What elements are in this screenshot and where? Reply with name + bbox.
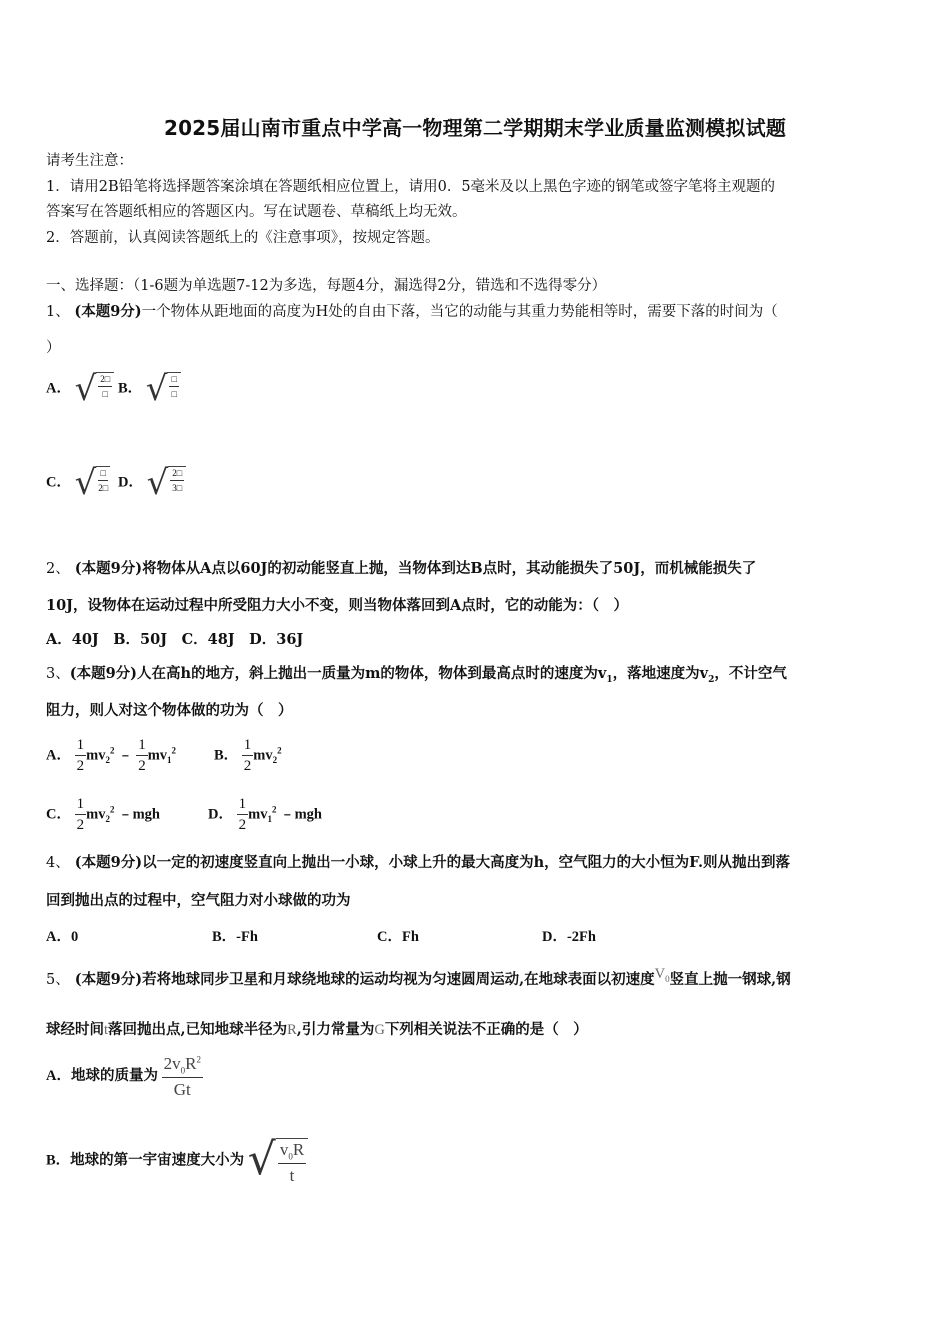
sqrt-expression: [146, 463, 187, 503]
question-text: 将物体从A点以60J的初动能竖直上抛，当物体到达B点时，其动能损失了50J，而机械能损失了: [142, 560, 757, 577]
question-number: 5、: [46, 972, 70, 988]
minus-sign: ﹣: [118, 747, 133, 764]
question-number: 1、: [46, 304, 70, 320]
question-1: [46, 302, 910, 322]
question-text-mid: ，落地速度为v: [612, 665, 709, 682]
notice-item-1-line-1: 1．请用2B铅笔将选择题答案涂填在答题纸相应位置上，请用0．5毫米及以上黑色字迹的钢笔或签字笔将主观题的: [46, 179, 776, 195]
fraction-half: $\frac{1}{2}$: [243, 737, 252, 774]
notice-heading: 请考生注意：: [46, 153, 133, 169]
fraction-half: $\frac{1}{2}$: [76, 796, 85, 833]
q4-option-c: C．Fh: [377, 929, 419, 945]
question-text: 以一定的初速度竖直向上抛出一小球，小球上升的最大高度为h，空气阻力的大小恒为F.则从抛出到落: [142, 854, 791, 871]
q3-option-c: C． $\frac{1}{2}$ $mv_2^2$ ﹣mgh: [46, 796, 160, 833]
question-4: [46, 853, 910, 873]
option-label: C．: [46, 474, 71, 491]
radical-sign: √: [146, 463, 169, 503]
radical-sign: √: [145, 369, 168, 409]
fraction-denominator: 3□: [172, 483, 183, 493]
sqrt-expression: √ $\frac{v_0R}{t}$: [248, 1138, 308, 1184]
q4-option-d: D．-2Fh: [542, 929, 596, 945]
question-3-line-2: 阻力，则人对这个物体做的功为（ ）: [46, 702, 293, 719]
question-score: (本题9分): [69, 665, 138, 682]
subscript: 2: [708, 674, 715, 685]
question-5-line-2: 球经时间t落回抛出点,已知地球半径为R,引力常量为G下列相关说法不正确的是（ ）: [46, 1021, 588, 1038]
question-score: (本题9分): [74, 854, 143, 871]
q1-option-d: [118, 463, 186, 503]
mass-formula: $\frac{2v_0R^2}{Gt}$: [163, 1054, 201, 1100]
sqrt-expression: [74, 463, 111, 503]
radical-sign: √: [74, 463, 97, 503]
option-label: A．地球的质量为: [46, 1068, 158, 1085]
q3-option-d: D． $\frac{1}{2}$ $mv_1^2$ ﹣mgh: [208, 796, 322, 833]
question-text-end: 竖直上抛一钢球,钢: [669, 971, 791, 988]
q3-option-b: B． $\frac{1}{2}$ $mv_2^2$: [214, 737, 282, 774]
fraction-numerator: 2□: [98, 375, 112, 387]
fraction-numerator: □: [169, 375, 178, 387]
q1-option-a: [46, 369, 114, 409]
option-label: B．: [214, 747, 239, 764]
q4-option-b: B．-Fh: [212, 929, 258, 945]
page-title: 2025届山南市重点中学高一物理第二学期期末学业质量监测模拟试题: [163, 116, 787, 140]
q5-option-b: [46, 1134, 308, 1186]
q1-option-c: [46, 463, 110, 503]
q4-option-a: A．0: [46, 929, 79, 945]
question-number: 3、: [46, 666, 70, 682]
question-2-line-2: 10J，设物体在运动过程中所受阻力大小不变，则当物体落回到A点时，它的动能为：（ ）: [46, 597, 629, 614]
question-text: 一个物体从距地面的高度为H处的自由下落，当它的动能与其重力势能相等时，需要下落的时间为（: [141, 304, 778, 320]
question-text-end: ，不计空气: [714, 665, 787, 682]
option-label: D．: [118, 474, 143, 491]
option-label: A．: [46, 380, 71, 397]
minus-sign: ﹣: [280, 806, 295, 823]
question-number: 2、: [46, 561, 70, 577]
fraction-denominator: 2□: [98, 483, 109, 493]
q2-options: A．40J B．50J C．48J D．36J: [46, 631, 304, 648]
minus-sign: ﹣: [118, 806, 133, 823]
question-1-line-2: ）: [46, 340, 61, 356]
question-text: 人在高h的地方，斜上抛出一质量为m的物体，物体到最高点时的速度为v: [137, 665, 607, 682]
question-3: [46, 664, 910, 690]
question-2: [46, 559, 910, 579]
question-score: (本题9分): [74, 303, 142, 320]
subscript: 1: [606, 674, 613, 685]
fraction-denominator: □: [171, 389, 177, 399]
sqrt-expression: [74, 369, 115, 409]
question-text: 若将地球同步卫星和月球绕地球的运动均视为匀速圆周运动,在地球表面以初速度: [142, 971, 655, 988]
question-score: (本题9分): [74, 560, 143, 577]
fraction-numerator: 2□: [170, 469, 184, 481]
question-score: (本题9分): [74, 971, 143, 988]
option-label: B．: [118, 380, 143, 397]
fraction-half: $\frac{1}{2}$: [238, 796, 247, 833]
fraction-denominator: □: [102, 389, 108, 399]
q5-option-a: [46, 1055, 203, 1098]
option-label: D．: [208, 806, 233, 823]
section-heading: 一、选择题：（1-6题为单选题7-12为多选，每题4分，漏选得2分，错选和不选得零分）: [46, 278, 607, 294]
question-4-line-2: 回到抛出点的过程中，空气阻力对小球做的功为: [46, 892, 351, 909]
radical-sign: √: [74, 369, 97, 409]
option-label: B．地球的第一宇宙速度大小为: [46, 1152, 245, 1169]
notice-item-2: 2．答题前，认真阅读答题纸上的《注意事项》，按规定答题。: [46, 230, 440, 246]
fraction-half: $\frac{1}{2}$: [138, 737, 146, 774]
fraction-numerator: □: [98, 469, 108, 481]
radical-sign: √: [247, 1134, 276, 1185]
question-5: 5、 (本题9分)若将地球同步卫星和月球绕地球的运动均视为匀速圆周运动,在地球表面以初速度$V_0$竖直上抛一钢球,钢: [46, 966, 791, 988]
option-label: A．: [46, 747, 71, 764]
sqrt-expression: [145, 369, 181, 409]
notice-item-1-line-2: 答案写在答题纸相应的答题区内。写在试题卷、草稿纸上均无效。: [46, 204, 467, 220]
question-number: 4、: [46, 855, 70, 871]
q3-option-a: A． $\frac{1}{2}$ $mv_2^2$ ﹣ $\frac{1}{2}$ $mv_1^2$: [46, 737, 177, 774]
option-label: C．: [46, 806, 71, 823]
fraction-half: $\frac{1}{2}$: [76, 737, 85, 774]
q1-option-b: [118, 369, 181, 409]
